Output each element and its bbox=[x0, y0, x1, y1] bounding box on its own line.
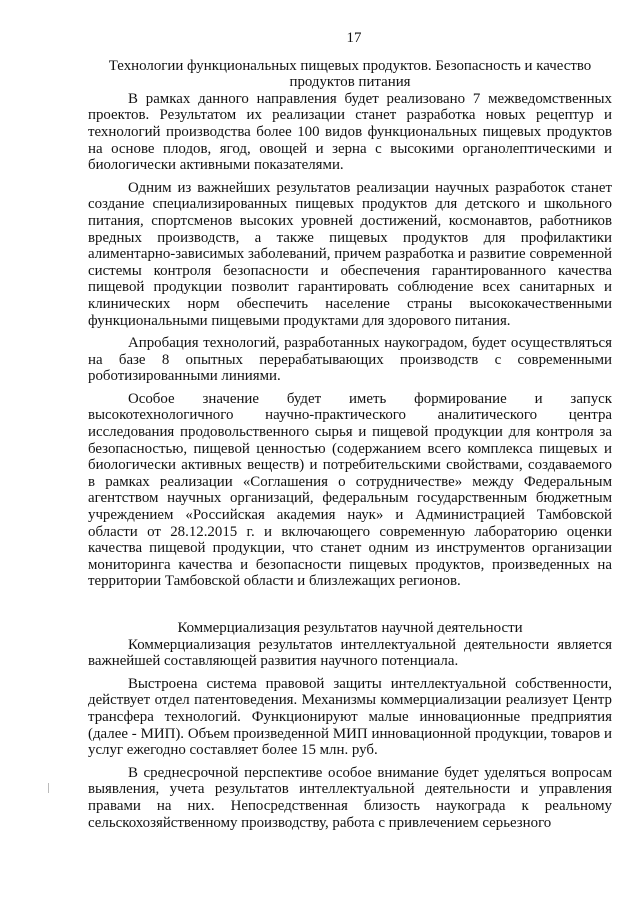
page-number: 17 bbox=[346, 30, 362, 46]
paragraph: Коммерциализация результатов интеллектуальной деятельности является важнейшей составляющей развития научного потенциала. bbox=[88, 636, 612, 670]
paragraph: Выстроена система правовой защиты интеллектуальной собственности, действует отдел патентоведения. Механизмы коммерциализации реализует Центр трансфера технологий. Функционируют малые инновационные предприятия (далее - МИП). Объем произведенной МИП инновационной продукции, товаров и услуг ежегодно составляет более 15 млн. руб. bbox=[88, 675, 612, 759]
document-page bbox=[88, 30, 612, 837]
paragraph: В среднесрочной перспективе особое внимание будет уделяться вопросам выявления, учета результатов интеллектуальной деятельности и управления правами на них. Непосредственная близость наукограда к реальному сельскохозяйственному производству, работа с привлечением серьезного bbox=[88, 764, 612, 831]
paragraph: Апробация технологий, разработанных наукоградом, будет осуществляться на базе 8 опытных перерабатывающих производств с современными роботизированными линиями. bbox=[88, 335, 612, 385]
paragraph: В рамках данного направления будет реализовано 7 межведомственных проектов. Результатом их реализации станет разработка новых рецептур и технологий производства более 100 видов функциональных пищевых продуктов на основе плодов, ягод, овощей и зерна с высокими органолептическими и биологически активными показателями. bbox=[88, 90, 612, 174]
margin-mark bbox=[48, 783, 49, 793]
paragraph: Особое значение будет иметь формирование и запуск высокотехнологичного научно-практического аналитического центра исследования продовольственного сырья и пищевой продукции для контроля за безопасностью, пищевой ценностью (содержанием всего комплекса пищевых и биологически активных веществ) и потребительскими свойствами, создаваемого в рамках реализации «Соглашения о сотрудничестве» между Федеральным агентством научных организаций, федеральным государственным бюджетным учреждением «Российская академия наук» и Администрацией Тамбовской области от 28.12.2015 г. и включающего современную лабораторию оценки качества пищевой продукции, что станет одним из инструментов организации мониторинга качества и безопасности пищевых продуктов, произведенных на территории Тамбовской области и близлежащих регионов. bbox=[88, 390, 612, 590]
section-heading-commercialization: Коммерциализация результатов научной деятельности bbox=[177, 620, 523, 636]
section-spacer bbox=[88, 596, 612, 620]
section-heading-food-technologies: Технологии функциональных пищевых продуктов. Безопасность и качество продуктов питания bbox=[108, 57, 592, 91]
paragraph: Одним из важнейших результатов реализации научных разработок станет создание специализированных пищевых продуктов для детского и школьного питания, спортсменов высоких уровней достижений, космонавтов, работников вредных производств, а также пищевых продуктов для профилактики алиментарно-зависимых заболеваний, причем разработка и развитие современной системы контроля безопасности и обеспечения гарантированного качества пищевой продукции позволит гарантировать соблюдение всех санитарных и клинических норм обеспечить население страны высококачественными функциональными пищевыми продуктами для здорового питания. bbox=[88, 179, 612, 329]
